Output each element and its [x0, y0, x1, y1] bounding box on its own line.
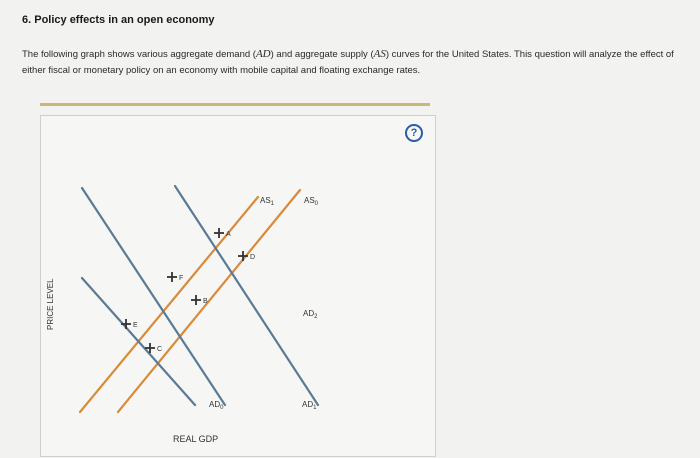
point-a-marker[interactable]	[214, 228, 231, 238]
point-e-label: E	[133, 322, 138, 329]
point-f-marker[interactable]	[167, 272, 183, 282]
intro-as-symbol: AS	[373, 48, 386, 60]
point-e-marker[interactable]	[121, 319, 138, 329]
ad0-curve	[82, 188, 225, 405]
intro-text-3: ) curves for the United States. This question will analyze the effect of either fiscal or monetary policy on an economy with mobile capital and floating exchange rates.	[22, 49, 674, 76]
point-f-label: F	[179, 275, 184, 282]
point-b-marker[interactable]	[191, 295, 208, 305]
point-d-label: D	[250, 254, 256, 261]
ad0-label: $AD_0$	[209, 400, 224, 411]
x-axis-label: REAL GDP	[173, 434, 219, 444]
ad1-label: $AD_1$	[302, 400, 317, 411]
point-b-label: B	[203, 298, 208, 305]
intro-text-1: The following graph shows various aggregate demand (	[22, 49, 256, 60]
help-icon[interactable]: ?	[405, 124, 423, 142]
as1-label: $AS_1$	[260, 196, 275, 207]
as0-curve	[118, 190, 300, 412]
intro-text-2: ) and aggregate supply (	[270, 49, 374, 60]
question-title: 6. Policy effects in an open economy	[22, 14, 215, 26]
y-axis-label: PRICE LEVEL	[46, 278, 55, 330]
point-a-label: A	[226, 231, 231, 238]
ad2-label: $AD_2$	[303, 309, 318, 320]
intro-ad-symbol: AD	[255, 48, 271, 60]
point-c-label: C	[157, 346, 163, 353]
as0-label: $AS_0$	[304, 196, 319, 207]
point-d-marker[interactable]	[238, 251, 255, 261]
